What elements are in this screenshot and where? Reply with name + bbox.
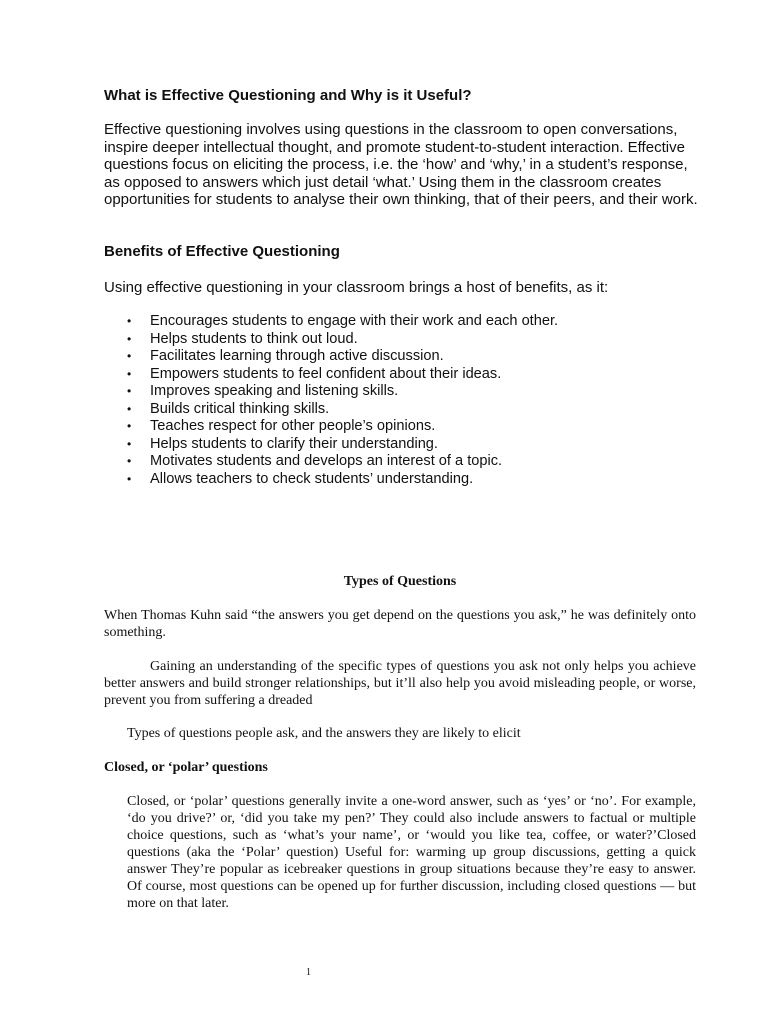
bullet-icon: • (127, 384, 132, 398)
bullet-icon: • (127, 419, 132, 433)
list-item: • Helps students to think out loud. (127, 330, 358, 347)
paragraph-understanding: Gaining an understanding of the specific types of questions you ask not only helps you achieve better answers and build stronger relationships, but it’ll also help you avoid misleading people, or worse, prevent you from suffering a dreaded (104, 659, 696, 708)
heading-types-of-questions: Types of Questions (343, 574, 457, 589)
list-item: • Helps students to clarify their understanding. (127, 435, 438, 452)
list-item: • Allows teachers to check students’ understanding. (127, 470, 474, 487)
benefits-list (127, 313, 558, 488)
bullet-icon: • (127, 349, 132, 363)
bullet-icon: • (127, 331, 132, 346)
heading-closed-questions: Closed, or ‘polar’ questions (104, 760, 268, 775)
bullet-icon: • (127, 314, 132, 328)
bullet-icon: • (127, 366, 132, 381)
paragraph-kuhn-quote: When Thomas Kuhn said “the answers you get depend on the questions you ask,” he was definitely onto something. (104, 608, 696, 640)
list-item: • Facilitates learning through active discussion. (127, 348, 444, 364)
list-item: • Motivates students and develops an interest of a topic. (127, 453, 503, 469)
bullet-icon: • (127, 471, 132, 486)
list-item: • Teaches respect for other people’s opinions. (127, 418, 436, 434)
paragraph-effective-questioning: Effective questioning involves using questions in the classroom to open conversations, inspire deeper intellectual thought, and promote student-to-student interaction. Effective questions focus on eliciting the process, i.e. the ‘how’ and ‘why,’ in a student’s response, as opposed to answers which just detail ‘what.’ Using them in the classroom creates opportunities for students to analyse their own thinking, that of their peers, and their work. (104, 121, 698, 208)
bullet-icon: • (127, 454, 132, 468)
list-item: • Encourages students to engage with their work and each other. (127, 313, 559, 329)
list-item: • Empowers students to feel confident about their ideas. (127, 365, 502, 382)
paragraph-closed-questions: Closed, or ‘polar’ questions generally invite a one-word answer, such as ‘yes’ or ‘no’. For example, ‘do you drive?’ or, ‘did you take my pen?’ They could also include answers to factual or multiple choice questions, such as ‘what’s your name’, or ‘would you like tea, coffee, or water?’Closed questions (aka the ‘Polar’ question) Useful for: warming up group discussions, getting a quick answer They’re popular as icebreaker questions in group situations because they’re easy to answer. Of course, most questions can be opened up for further discussion, including closed questions — but more on that later. (127, 794, 696, 911)
bullet-icon: • (127, 436, 132, 451)
heading-effective-questioning: What is Effective Questioning and Why is it Useful? (104, 87, 472, 104)
list-item: • Builds critical thinking skills. (127, 400, 330, 417)
page-number: 1 (306, 967, 311, 978)
benefits-intro: Using effective questioning in your classroom brings a host of benefits, as it: (104, 279, 609, 296)
list-item: • Improves speaking and listening skills. (127, 383, 399, 399)
paragraph-types-intro: Types of questions people ask, and the answers they are likely to elicit (127, 726, 521, 741)
heading-benefits: Benefits of Effective Questioning (104, 243, 340, 260)
bullet-icon: • (127, 401, 132, 416)
